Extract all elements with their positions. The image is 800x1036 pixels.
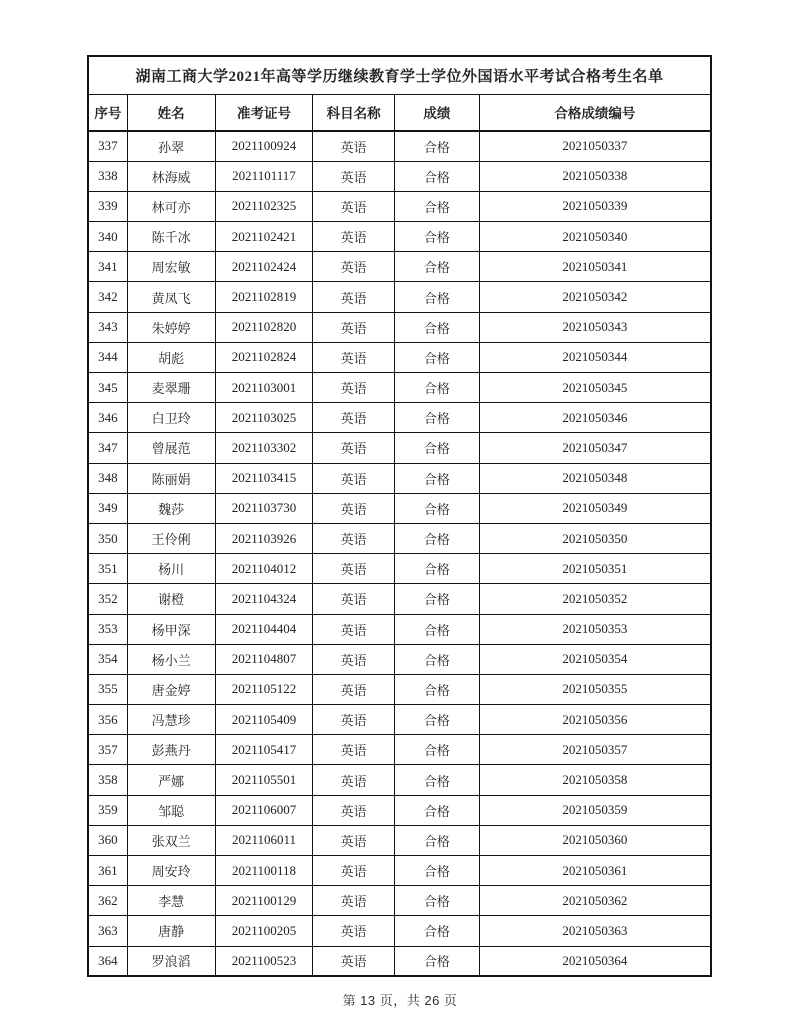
pass-list-table	[87, 55, 712, 977]
cell-name: 严娜	[127, 765, 215, 795]
table-row	[88, 644, 711, 674]
cell-seq: 340	[88, 222, 127, 252]
cell-seq: 361	[88, 856, 127, 886]
cell-cert-no: 2021050361	[479, 856, 711, 886]
table-row	[88, 674, 711, 704]
cell-ticket-no: 2021103730	[215, 493, 313, 523]
table-row	[88, 433, 711, 463]
cell-seq: 341	[88, 252, 127, 282]
cell-score: 合格	[394, 765, 479, 795]
table-row	[88, 916, 711, 946]
table-row	[88, 735, 711, 765]
cell-ticket-no: 2021103001	[215, 373, 313, 403]
table-row	[88, 131, 711, 161]
cell-seq: 342	[88, 282, 127, 312]
cell-subject: 英语	[313, 433, 395, 463]
table-row	[88, 282, 711, 312]
cell-subject: 英语	[313, 403, 395, 433]
cell-cert-no: 2021050362	[479, 886, 711, 916]
cell-score: 合格	[394, 222, 479, 252]
cell-ticket-no: 2021104404	[215, 614, 313, 644]
cell-subject: 英语	[313, 946, 395, 976]
cell-subject: 英语	[313, 735, 395, 765]
cell-subject: 英语	[313, 674, 395, 704]
cell-ticket-no: 2021106007	[215, 795, 313, 825]
cell-ticket-no: 2021104807	[215, 644, 313, 674]
cell-ticket-no: 2021105417	[215, 735, 313, 765]
cell-score: 合格	[394, 161, 479, 191]
table-row	[88, 584, 711, 614]
cell-cert-no: 2021050360	[479, 825, 711, 855]
cell-ticket-no: 2021100924	[215, 131, 313, 161]
cell-subject: 英语	[313, 705, 395, 735]
cell-cert-no: 2021050344	[479, 342, 711, 372]
cell-score: 合格	[394, 886, 479, 916]
header-subject: 科目名称	[313, 94, 395, 131]
cell-ticket-no: 2021103025	[215, 403, 313, 433]
header-ticket-no: 准考证号	[215, 94, 313, 131]
cell-ticket-no: 2021102819	[215, 282, 313, 312]
cell-seq: 363	[88, 916, 127, 946]
cell-ticket-no: 2021106011	[215, 825, 313, 855]
cell-cert-no: 2021050338	[479, 161, 711, 191]
cell-subject: 英语	[313, 252, 395, 282]
table-row	[88, 463, 711, 493]
cell-score: 合格	[394, 373, 479, 403]
cell-seq: 351	[88, 554, 127, 584]
cell-score: 合格	[394, 644, 479, 674]
cell-cert-no: 2021050363	[479, 916, 711, 946]
cell-subject: 英语	[313, 554, 395, 584]
cell-cert-no: 2021050349	[479, 493, 711, 523]
cell-subject: 英语	[313, 856, 395, 886]
header-row	[88, 94, 711, 131]
cell-name: 陈千冰	[127, 222, 215, 252]
header-score: 成绩	[394, 94, 479, 131]
cell-score: 合格	[394, 463, 479, 493]
cell-name: 邹聪	[127, 795, 215, 825]
cell-seq: 354	[88, 644, 127, 674]
cell-subject: 英语	[313, 886, 395, 916]
cell-ticket-no: 2021103415	[215, 463, 313, 493]
cell-ticket-no: 2021100129	[215, 886, 313, 916]
cell-name: 魏莎	[127, 493, 215, 523]
cell-cert-no: 2021050359	[479, 795, 711, 825]
cell-cert-no: 2021050341	[479, 252, 711, 282]
cell-name: 王伶俐	[127, 523, 215, 553]
cell-name: 杨甲深	[127, 614, 215, 644]
cell-name: 杨小兰	[127, 644, 215, 674]
header-seq: 序号	[88, 94, 127, 131]
cell-ticket-no: 2021100205	[215, 916, 313, 946]
cell-name: 杨川	[127, 554, 215, 584]
cell-subject: 英语	[313, 161, 395, 191]
cell-seq: 350	[88, 523, 127, 553]
cell-seq: 346	[88, 403, 127, 433]
cell-score: 合格	[394, 584, 479, 614]
cell-ticket-no: 2021102424	[215, 252, 313, 282]
cell-seq: 344	[88, 342, 127, 372]
cell-score: 合格	[394, 252, 479, 282]
table-row	[88, 856, 711, 886]
cell-seq: 347	[88, 433, 127, 463]
cell-cert-no: 2021050354	[479, 644, 711, 674]
title-row	[88, 56, 711, 94]
cell-seq: 348	[88, 463, 127, 493]
table-row	[88, 191, 711, 221]
cell-name: 曾展范	[127, 433, 215, 463]
cell-seq: 345	[88, 373, 127, 403]
cell-ticket-no: 2021102325	[215, 191, 313, 221]
cell-seq: 343	[88, 312, 127, 342]
cell-ticket-no: 2021100118	[215, 856, 313, 886]
cell-ticket-no: 2021100523	[215, 946, 313, 976]
cell-cert-no: 2021050347	[479, 433, 711, 463]
cell-score: 合格	[394, 705, 479, 735]
cell-subject: 英语	[313, 493, 395, 523]
table-row	[88, 222, 711, 252]
cell-subject: 英语	[313, 584, 395, 614]
table-row	[88, 161, 711, 191]
header-cert-no: 合格成绩编号	[479, 94, 711, 131]
cell-name: 周宏敏	[127, 252, 215, 282]
cell-seq: 356	[88, 705, 127, 735]
cell-subject: 英语	[313, 825, 395, 855]
table-row	[88, 554, 711, 584]
cell-seq: 339	[88, 191, 127, 221]
cell-subject: 英语	[313, 191, 395, 221]
cell-seq: 360	[88, 825, 127, 855]
cell-cert-no: 2021050357	[479, 735, 711, 765]
cell-subject: 英语	[313, 614, 395, 644]
cell-score: 合格	[394, 523, 479, 553]
cell-name: 冯慧珍	[127, 705, 215, 735]
table-row	[88, 946, 711, 976]
cell-cert-no: 2021050337	[479, 131, 711, 161]
table-body	[88, 131, 711, 976]
cell-seq: 353	[88, 614, 127, 644]
cell-name: 唐静	[127, 916, 215, 946]
page-title: 湖南工商大学2021年高等学历继续教育学士学位外国语水平考试合格考生名单	[88, 56, 711, 94]
cell-score: 合格	[394, 825, 479, 855]
cell-subject: 英语	[313, 222, 395, 252]
table-row	[88, 493, 711, 523]
cell-cert-no: 2021050352	[479, 584, 711, 614]
cell-seq: 359	[88, 795, 127, 825]
cell-seq: 362	[88, 886, 127, 916]
cell-score: 合格	[394, 735, 479, 765]
cell-ticket-no: 2021105409	[215, 705, 313, 735]
cell-name: 彭燕丹	[127, 735, 215, 765]
cell-cert-no: 2021050358	[479, 765, 711, 795]
table-row	[88, 403, 711, 433]
table-row	[88, 523, 711, 553]
cell-score: 合格	[394, 674, 479, 704]
cell-ticket-no: 2021104324	[215, 584, 313, 614]
cell-seq: 364	[88, 946, 127, 976]
cell-name: 林可亦	[127, 191, 215, 221]
cell-seq: 355	[88, 674, 127, 704]
cell-score: 合格	[394, 856, 479, 886]
cell-score: 合格	[394, 916, 479, 946]
table-row	[88, 614, 711, 644]
cell-cert-no: 2021050355	[479, 674, 711, 704]
cell-cert-no: 2021050353	[479, 614, 711, 644]
cell-cert-no: 2021050364	[479, 946, 711, 976]
cell-name: 张双兰	[127, 825, 215, 855]
cell-name: 周安玲	[127, 856, 215, 886]
cell-name: 孙翠	[127, 131, 215, 161]
cell-score: 合格	[394, 554, 479, 584]
cell-subject: 英语	[313, 312, 395, 342]
cell-score: 合格	[394, 342, 479, 372]
cell-seq: 358	[88, 765, 127, 795]
table-row	[88, 373, 711, 403]
header-name: 姓名	[127, 94, 215, 131]
cell-name: 白卫玲	[127, 403, 215, 433]
cell-ticket-no: 2021101117	[215, 161, 313, 191]
cell-ticket-no: 2021103926	[215, 523, 313, 553]
cell-subject: 英语	[313, 463, 395, 493]
cell-ticket-no: 2021105501	[215, 765, 313, 795]
cell-name: 林海威	[127, 161, 215, 191]
cell-score: 合格	[394, 191, 479, 221]
cell-seq: 349	[88, 493, 127, 523]
cell-cert-no: 2021050348	[479, 463, 711, 493]
cell-name: 唐金婷	[127, 674, 215, 704]
cell-name: 罗浪滔	[127, 946, 215, 976]
cell-cert-no: 2021050340	[479, 222, 711, 252]
cell-name: 陈丽娟	[127, 463, 215, 493]
cell-score: 合格	[394, 433, 479, 463]
cell-ticket-no: 2021102824	[215, 342, 313, 372]
cell-cert-no: 2021050350	[479, 523, 711, 553]
cell-subject: 英语	[313, 131, 395, 161]
cell-ticket-no: 2021103302	[215, 433, 313, 463]
cell-name: 朱婷婷	[127, 312, 215, 342]
table-row	[88, 795, 711, 825]
table-row	[88, 765, 711, 795]
cell-score: 合格	[394, 493, 479, 523]
cell-score: 合格	[394, 946, 479, 976]
cell-cert-no: 2021050345	[479, 373, 711, 403]
page-number-footer: 第 13 页，共 26 页	[342, 993, 458, 1008]
cell-seq: 337	[88, 131, 127, 161]
table-row	[88, 705, 711, 735]
cell-score: 合格	[394, 282, 479, 312]
cell-cert-no: 2021050356	[479, 705, 711, 735]
cell-name: 李慧	[127, 886, 215, 916]
cell-score: 合格	[394, 795, 479, 825]
table-row	[88, 886, 711, 916]
cell-cert-no: 2021050339	[479, 191, 711, 221]
cell-cert-no: 2021050343	[479, 312, 711, 342]
cell-subject: 英语	[313, 644, 395, 674]
cell-seq: 352	[88, 584, 127, 614]
cell-ticket-no: 2021105122	[215, 674, 313, 704]
table-row	[88, 252, 711, 282]
cell-score: 合格	[394, 403, 479, 433]
cell-cert-no: 2021050351	[479, 554, 711, 584]
cell-name: 胡彪	[127, 342, 215, 372]
cell-cert-no: 2021050346	[479, 403, 711, 433]
cell-subject: 英语	[313, 282, 395, 312]
cell-name: 麦翠珊	[127, 373, 215, 403]
cell-subject: 英语	[313, 523, 395, 553]
cell-name: 黄凤飞	[127, 282, 215, 312]
cell-score: 合格	[394, 614, 479, 644]
table-row	[88, 312, 711, 342]
cell-seq: 357	[88, 735, 127, 765]
cell-ticket-no: 2021102820	[215, 312, 313, 342]
cell-cert-no: 2021050342	[479, 282, 711, 312]
cell-ticket-no: 2021102421	[215, 222, 313, 252]
cell-subject: 英语	[313, 342, 395, 372]
table-row	[88, 825, 711, 855]
cell-score: 合格	[394, 312, 479, 342]
cell-score: 合格	[394, 131, 479, 161]
cell-subject: 英语	[313, 795, 395, 825]
cell-ticket-no: 2021104012	[215, 554, 313, 584]
cell-subject: 英语	[313, 916, 395, 946]
cell-subject: 英语	[313, 765, 395, 795]
cell-subject: 英语	[313, 373, 395, 403]
cell-name: 谢橙	[127, 584, 215, 614]
table-row	[88, 342, 711, 372]
cell-seq: 338	[88, 161, 127, 191]
